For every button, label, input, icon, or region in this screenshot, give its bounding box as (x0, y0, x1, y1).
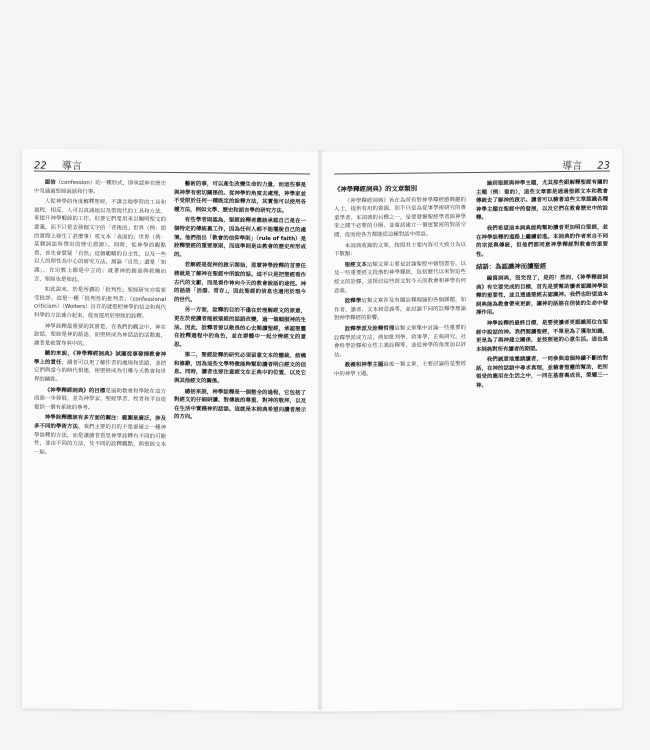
right-page (322, 148, 622, 711)
paragraph-text: 編寫詞典，沒完沒了，是的！然而，《神學釋經詞典》有它要完成的目標，首先是要幫助讀者認識神學詮釋的重要性，並且透過聖經去認識神。我們也盼望這本詞典能為教會帶來更新，讓神的話語在信徒的生命中發揮作用。 (476, 274, 608, 317)
paragraph-text: 神學詮釋最重要的其實是，在我們的觀念中，神在說話，聖經是神的話語，而聖經成為神話語的活動裏，讀者是被置身其中的。 (34, 323, 166, 347)
paragraph-lead: 《神學釋經詞典》的目標 (44, 387, 106, 394)
running-title: 導言 (562, 160, 583, 173)
section-heading: 結語：為認識神而讀聖經 (476, 262, 547, 272)
paragraph (174, 180, 306, 216)
paragraph-lead: 聖經文本 (344, 261, 367, 269)
paragraph-lead: 教義和神學主題 (344, 362, 384, 369)
paragraph (34, 286, 166, 322)
page-number: 22 (34, 160, 47, 172)
paragraph (334, 324, 466, 360)
paragraph-text: 本詞典收錄的文章，按照其主要內容可大致分為以下數類： (334, 241, 466, 258)
running-title: 導言 (61, 160, 82, 173)
right-column-1 (334, 180, 466, 381)
paragraph-lead: 神學詮釋應該有多方面的關注：範圍是廣泛，涉及多不同的學術方法 (34, 415, 166, 431)
paragraph-text: 總括來說，神學詮釋是一個整全的過程，它包括了對經文的仔細研讀、對傳統的尊重、對神的敬拜，以及在生活中實踐神的話語。這就是本詞典希望向讀者展示的方向。 (174, 388, 306, 421)
paragraph-text: 若解經是從神的啟示開始，那麼神學詮釋的首要任務就是了解神在聖經中所說的話。這不只是把聖經看作古代的文獻，而是看作神向今天的教會說話的途徑。神的話語「活潑、常存」，因此聖經的信息也適用於現今的世代。 (174, 262, 306, 303)
paragraph-text: 藝術的事，可以產生改變生命的力量，而這些事是與神學有密切關係的。從神學的角度去處理，神學家並不受限於任何一種既定的詮釋方法，其實他可以使用各種方法，例如文學、歷史和語言學的研究方法。 (174, 181, 306, 214)
paragraph (476, 179, 608, 223)
paragraph (476, 224, 608, 260)
paragraph-text: 最後一類文章，主要討論的是聖經中的神學主題。 (334, 361, 466, 378)
paragraph (34, 322, 166, 349)
paragraph-lead: 認信 (44, 179, 56, 186)
paragraph-text: 。我們主要的目的不是要確立一種神學詮釋的方法，而是讓讀者看見神學詮釋有不同的可能性，並由不同的方法，及不同的詮釋觀點，與聖經文本一起。 (34, 424, 166, 456)
paragraph-text: 我們希望這本詞典能夠幫助讀者更加明白聖經，並在神學詮釋的道路上繼續前進。本詞典的作者來自不同的宗派與傳統，但他們都同意神學釋經對教會的重要性。 (476, 224, 608, 258)
paragraph (174, 261, 306, 305)
left-page (22, 148, 322, 711)
paragraph (334, 241, 466, 260)
paragraph (334, 360, 466, 379)
paragraph-text: 這類文章主要是討論聖經中個別書卷，以及一些重要經文段落的神學釋經，包括歷代以來對這些經文的詮釋，並探討這些經文對今天的教會和神學有何意義。 (334, 260, 466, 294)
paragraph (476, 318, 608, 354)
paragraph (34, 414, 166, 458)
paragraph (476, 355, 608, 391)
paragraph (334, 296, 466, 323)
paragraph-lead: 詮釋學 (344, 298, 362, 305)
section-heading: 《神學釋經詞典》的文章類別 (334, 184, 418, 194)
paragraph-lead: 詮釋學派及詮釋哲理 (344, 325, 395, 333)
paragraph (334, 196, 466, 240)
paragraph-text: 神學詮釋的最終目標，是要使讀者更認識那位在聖經中說話的神。我們閱讀聖經，不單是為了獲取知識，更是為了與神建立關係，並按照祂的心意生活。這也是本詞典對所有讀者的期望。 (476, 319, 608, 353)
paragraph-text: 是協助教會和學院在這方面進一步發展，並為神學家、聖經學者、牧者和平信徒提供一個有系統的參考。 (34, 387, 166, 412)
paragraph-text: 這類文章集中討論一些重要的詮釋學派或方法，例如批判學、敘事學、正典研究、社會科學詮釋和女性主義詮釋等，並從神學的角度加以評估。 (334, 324, 466, 359)
paragraph-text: 人從神學的角度解釋聖經，不諱言地學習的工具和過程，相反，人可以真誠地以及借現代的工具和方法，來提升神學解經的工作。但要它們是用來以闡明聖文的意義，而不只是去發掘文字的「背後的」世界（例：即的實際上發生了甚麼事）或文本「表面的」世界（例：某個詞語所帶出的歷史淵源）。同時，從神學的觀點看，首先會質疑「自然」這個範疇的自主性，以及一些以人的理性為中心的研究方法。無論「自然」還是「知識」，在宗教上都是中立的；就著神的創造與救贖而言，聖經也是如此。 (34, 198, 166, 283)
paragraph-text: 第二，聖經詮釋的研究必須留意文本的體裁、結構和修辭，因為這些文學特徵能夠幫助讀者明白經文的信息。同時，讀者也要注意經文在正典中的位置，以及它與其他經文的關係。 (174, 352, 306, 385)
header-rule (334, 171, 610, 175)
paragraph-text: ，讀者可以更了解作者的處境和思路，並把它們與當今的時代相連，使聖經成為引導今天教會和世界的鑰匙。 (34, 359, 166, 383)
left-column-1 (34, 179, 166, 461)
paragraph-text: 有些學者則認為，聖經詮釋者應該承認自己是在一個特定的傳統裏工作，因為任何人都不能擺脫自己的處境。他們指出「教會的信仰準則」（rule of faith）是詮釋聖經的重要原則，而這準則是由教會的歷史所形成的。 (174, 217, 306, 258)
paragraph (174, 216, 306, 260)
paragraph (174, 351, 306, 387)
paragraph-text: 我們誠意地邀請讀者，一同參與這個持續不斷的對話，在神的話語中尋求真理，並藉著聖靈的幫助，把所領受的應用在生活之中，一同在基督裏成長，榮耀三一神。 (476, 355, 608, 390)
paragraph-text: 論到聖經與神學主題，尤其那些跟解釋聖經有關的主題（例：聖約），這些文章都是通過聖經文本和教會傳統去了解神的啟示。讀者可以藉著這些文章認識各種神學主題在聖經中的發展，以及它們在教會歷史中的詮釋。 (476, 179, 608, 222)
paragraph (334, 260, 466, 296)
paragraph (476, 274, 608, 318)
left-column-2 (174, 180, 306, 425)
paragraph (174, 388, 306, 424)
paragraph-text: 如此說來，於是所謂的「批判性」聖經研究亦需要受批評。這是一種「批判性的批判者」（confessional criticism）（Wolters）旨在的就是把神學的信念和現代科學的方法連合起來，從而運用於聖經的詮釋。 (34, 286, 167, 320)
paragraph (34, 386, 166, 413)
paragraph (34, 198, 166, 285)
paragraph-text: 《神學釋經詞典》旨在為所有對神學釋經感興趣的人士，提供有用的資源，而不只是為從事學術研究的專業學者。本詞典的目標之一，是要發掘聖經學者與神學家之間不必要的分隔，並嘗試建立一個更緊密的對話空間，從而使各方都能從這種對話中得益。 (334, 196, 466, 239)
paragraph (34, 179, 166, 198)
paragraph-text: 另一方面，詮釋的目的不僅在於理解經文的原意，更在於使讀者能被聖經的話語改變，過一個順服神的生活。因此，詮釋者要以敬畏的心去閱讀聖經，承認聖靈在詮釋過程中的角色，並在群體中一起分辨經文的意思。 (174, 307, 306, 348)
paragraph (174, 306, 306, 350)
paragraph-text: （confession）的一種形式，即承認神在歷史中及通過聖經說話和行事。 (34, 179, 166, 195)
paragraph (34, 350, 166, 386)
header-rule (34, 171, 310, 175)
paragraph-lead: 聽的來說，《神學釋經詞典》試圖從事發揮教會神學上的責任 (34, 350, 166, 366)
right-column-2 (476, 179, 608, 393)
page-number: 23 (597, 160, 610, 172)
paragraph-text: 這類文章涉及有關詮釋理論的各個課題，如作者、讀者、文本和意義等，並討論不同的詮釋學理論對神學釋經的影響。 (334, 297, 466, 322)
